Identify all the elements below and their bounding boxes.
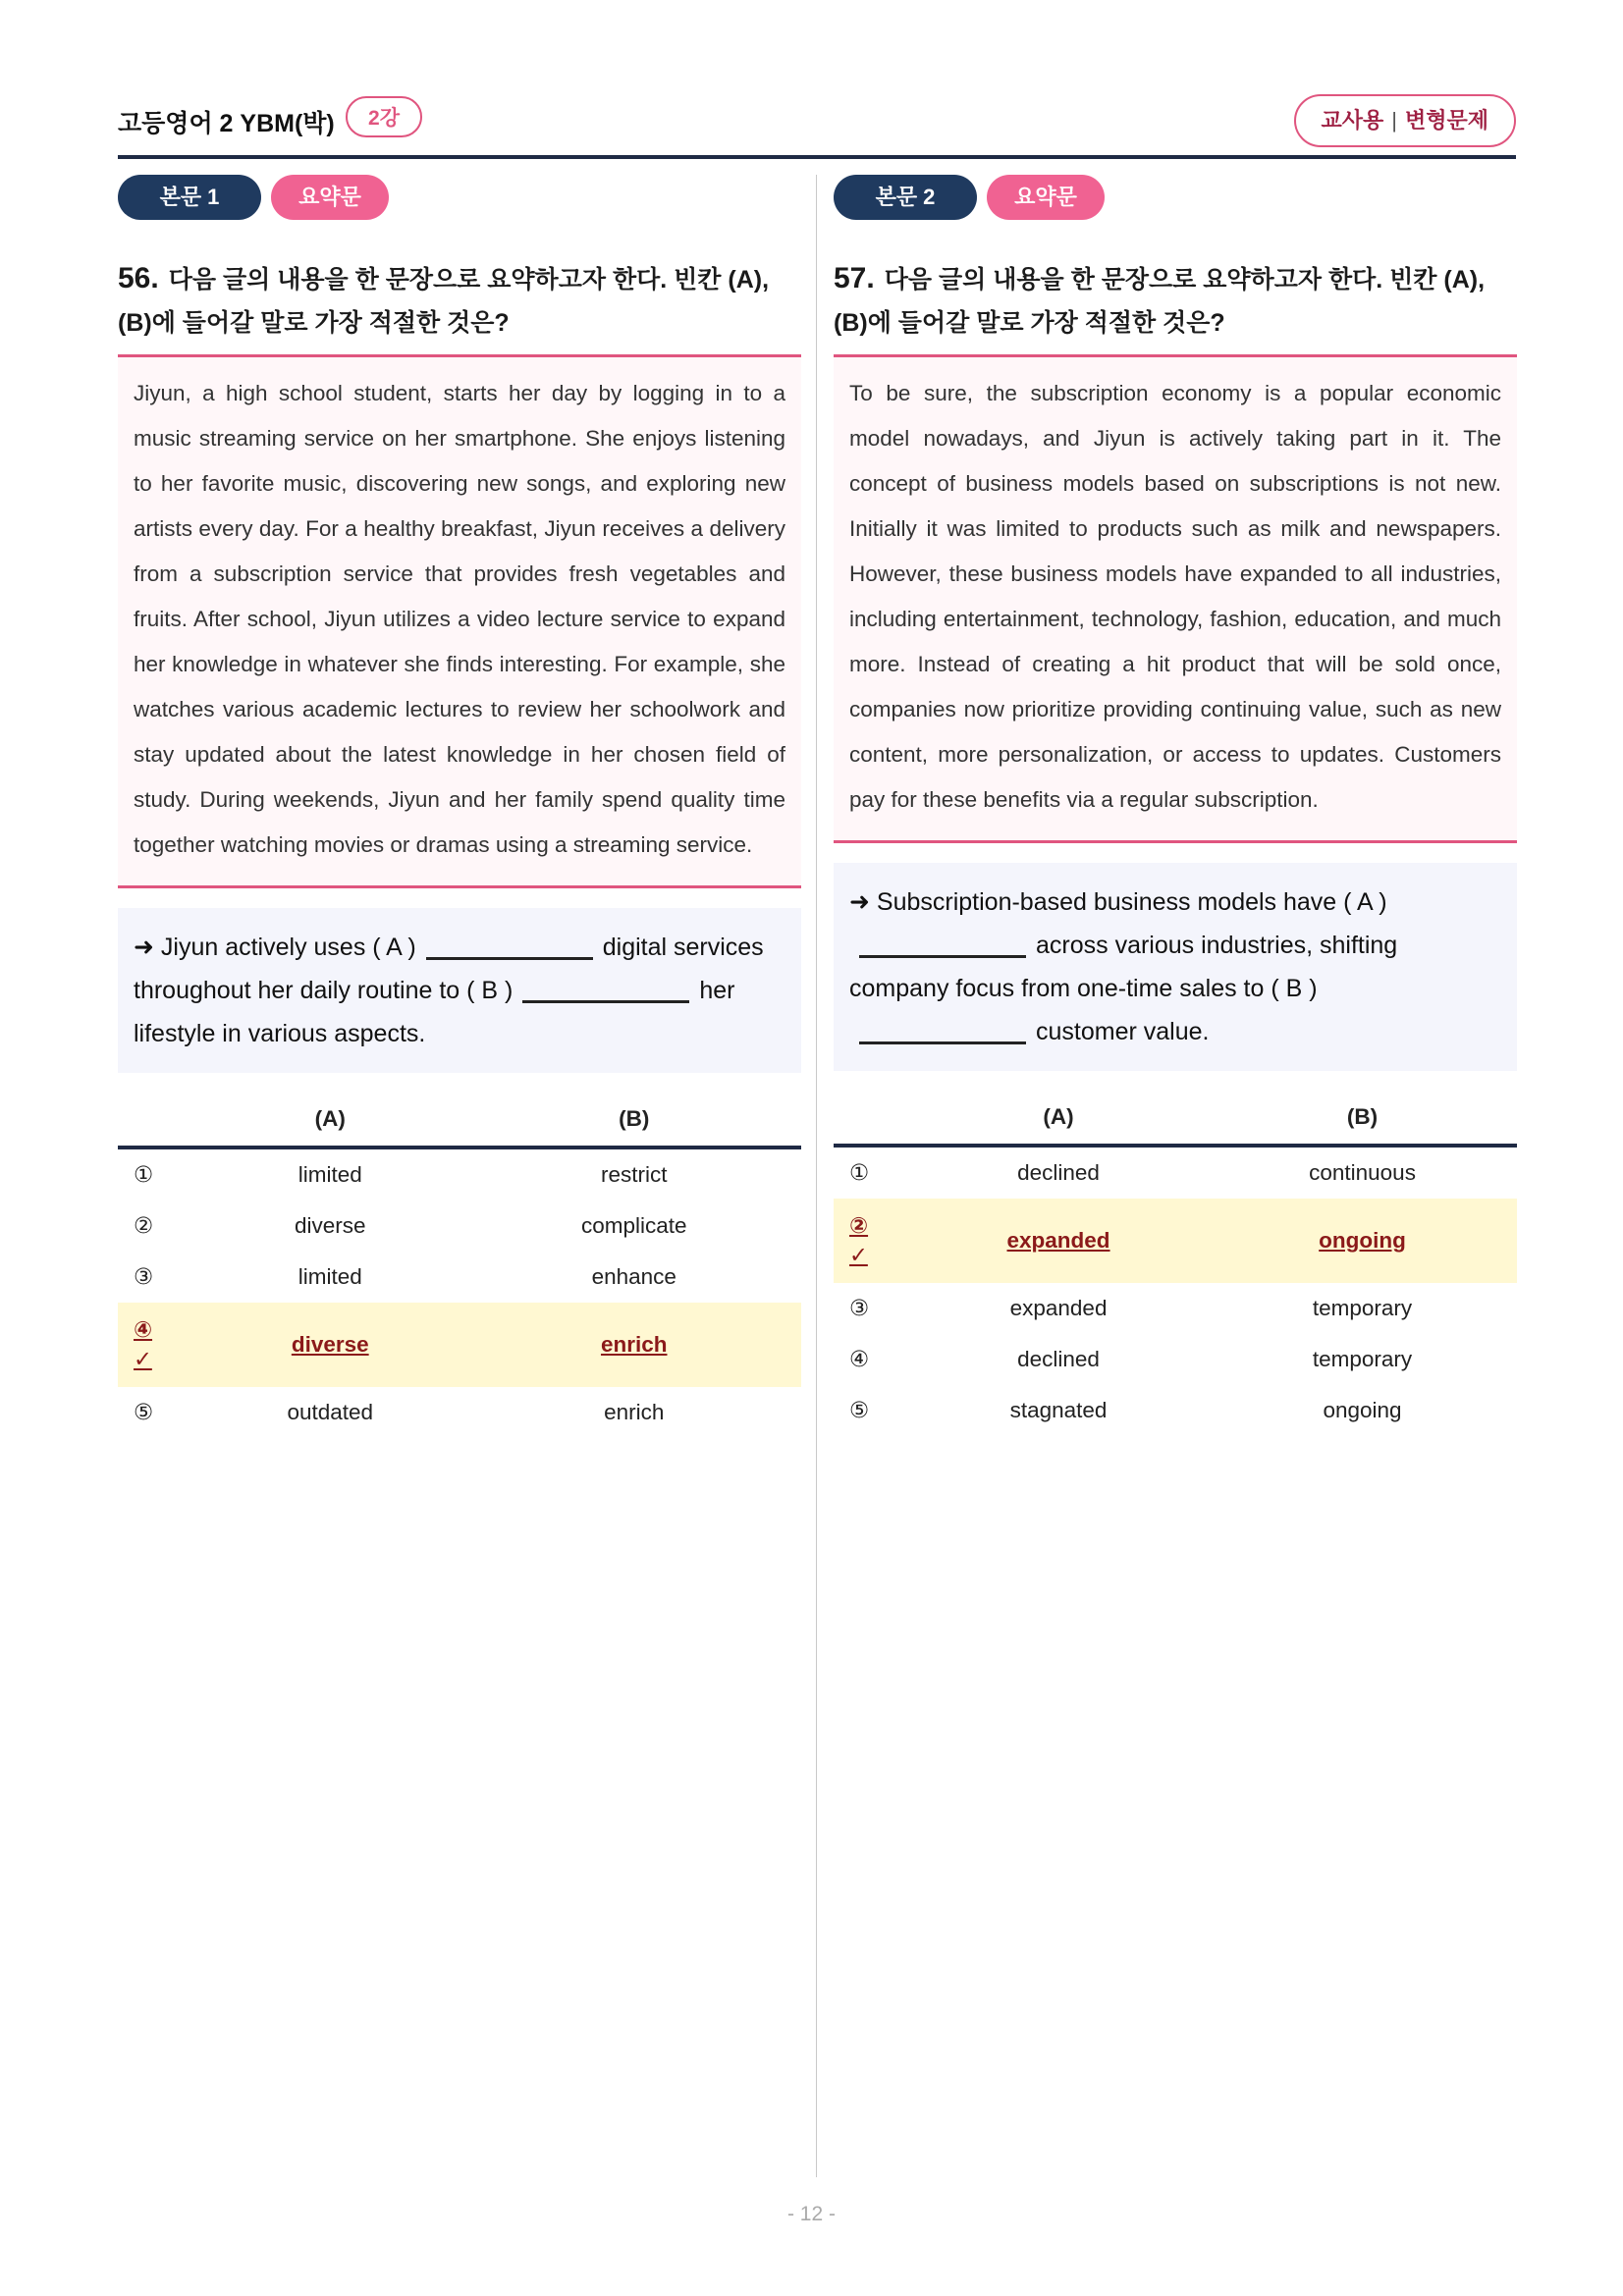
option-row-correct[interactable] bbox=[118, 1303, 801, 1387]
options-header-row bbox=[834, 1091, 1517, 1146]
section-badge: 본문 2 bbox=[834, 175, 977, 220]
question-prompt bbox=[118, 257, 801, 345]
passage: Jiyun, a high school student, starts her day by logging in to a music streaming service on her smartphone. She enjoys listening to her favorite music, discovering new songs, and exploring new artists every day. For a healthy breakfast, Jiyun receives a delivery from a subscription service that provides fresh vegetables and fruits. After school, Jiyun utilizes a video lecture service to expand her knowledge in whatever she finds interesting. For example, she watches various academic lectures to review her schoolwork and stay updated about the latest knowledge in her chosen field of study. During weekends, Jiyun and her family spend quality time together watching movies or dramas using a streaming service. bbox=[118, 357, 801, 885]
check-mark-icon: ✓ bbox=[134, 1347, 152, 1371]
blank-a bbox=[859, 935, 1026, 958]
option-row[interactable] bbox=[118, 1387, 801, 1438]
page-header bbox=[118, 94, 1516, 153]
option-b: temporary bbox=[1312, 1296, 1413, 1320]
option-a: outdated bbox=[287, 1400, 374, 1424]
option-number-label: ④ bbox=[134, 1317, 153, 1342]
summary-part-2: digital services throughout her daily routine to ( B ) bbox=[134, 934, 764, 1004]
question-labels bbox=[118, 175, 801, 220]
check-mark-icon: ✓ bbox=[849, 1243, 868, 1267]
option-a: expanded bbox=[1009, 1296, 1108, 1320]
header-num bbox=[834, 1091, 909, 1146]
header-a: (A) bbox=[909, 1091, 1208, 1146]
option-number: ① bbox=[134, 1162, 154, 1187]
passage: To be sure, the subscription economy is a popular economic model nowadays, and Jiyun is actively taking part in it. The concept of business models based on subscriptions is not new. Initially it was limited to products such as milk and newspapers. However, these business models have expanded to all industries, including entertainment, technology, fashion, education, and much more. Instead of creating a hit product that will be sold once, companies now prioritize providing continuing value, such as new content, more personalization, or access to updates. Customers pay for these benefits via a regular subscription. bbox=[834, 357, 1517, 840]
option-row[interactable] bbox=[834, 1283, 1517, 1334]
question-labels bbox=[834, 175, 1517, 220]
option-number-label: ② bbox=[849, 1213, 869, 1238]
option-a: limited bbox=[298, 1264, 362, 1289]
option-b: ongoing bbox=[1208, 1199, 1517, 1283]
option-row[interactable] bbox=[834, 1146, 1517, 1199]
answer-options-table bbox=[118, 1093, 801, 1438]
option-row[interactable] bbox=[834, 1385, 1517, 1436]
option-a: expanded bbox=[909, 1199, 1208, 1283]
question-number: 56. bbox=[118, 262, 159, 294]
mode-separator: | bbox=[1391, 108, 1397, 133]
option-a: limited bbox=[298, 1162, 362, 1187]
question-number: 57. bbox=[834, 262, 875, 294]
section-badge: 본문 1 bbox=[118, 175, 261, 220]
header-divider bbox=[118, 155, 1516, 159]
option-b: continuous bbox=[1309, 1160, 1416, 1185]
question-56 bbox=[118, 175, 801, 1438]
summary-part-3: her lifestyle in various aspects. bbox=[134, 977, 735, 1047]
passage-divider bbox=[118, 885, 801, 888]
summary-part-1: ➜ Jiyun actively uses ( A ) bbox=[134, 934, 416, 961]
option-number: ② bbox=[134, 1213, 154, 1238]
passage-divider bbox=[834, 840, 1517, 843]
option-row[interactable] bbox=[118, 1148, 801, 1201]
option-a: diverse bbox=[193, 1303, 466, 1387]
mode-teacher-label: 교사용 bbox=[1321, 108, 1384, 133]
header-a: (A) bbox=[193, 1093, 466, 1148]
option-a: diverse bbox=[294, 1213, 366, 1238]
option-b: temporary bbox=[1312, 1347, 1413, 1371]
option-b: restrict bbox=[600, 1162, 668, 1187]
question-prompt bbox=[834, 257, 1517, 345]
course-title: 고등영어 2 YBM(박) bbox=[118, 110, 335, 137]
header-num bbox=[118, 1093, 193, 1148]
option-b: complicate bbox=[580, 1213, 687, 1238]
column-divider bbox=[816, 175, 817, 2177]
option-b: ongoing bbox=[1323, 1398, 1402, 1422]
lesson-badge: 2강 bbox=[346, 96, 422, 137]
option-a: declined bbox=[1017, 1347, 1100, 1371]
header-b: (B) bbox=[1208, 1091, 1517, 1146]
option-row[interactable] bbox=[118, 1201, 801, 1252]
option-a: declined bbox=[1017, 1160, 1100, 1185]
option-row-correct[interactable] bbox=[834, 1199, 1517, 1283]
summary-part-2: across various industries, shifting company focus from one-time sales to ( B ) bbox=[849, 932, 1398, 1002]
page-number: - 12 - bbox=[786, 2203, 836, 2225]
option-row[interactable] bbox=[834, 1334, 1517, 1385]
option-row[interactable] bbox=[118, 1252, 801, 1303]
option-b: enhance bbox=[591, 1264, 676, 1289]
option-b: enrich bbox=[466, 1303, 801, 1387]
question-text: 다음 글의 내용을 한 문장으로 요약하고자 한다. 빈칸 (A), (B)에 들어갈 말로 가장 적절한 것은? bbox=[118, 266, 770, 337]
summary-part-1: ➜ Subscription-based business models have ( A ) bbox=[849, 888, 1387, 916]
option-number bbox=[834, 1199, 909, 1283]
options-header-row bbox=[118, 1093, 801, 1148]
option-number: ① bbox=[849, 1160, 870, 1185]
question-text: 다음 글의 내용을 한 문장으로 요약하고자 한다. 빈칸 (A), (B)에 들어갈 말로 가장 적절한 것은? bbox=[834, 266, 1486, 337]
summary-sentence bbox=[118, 908, 801, 1073]
option-number bbox=[118, 1303, 193, 1387]
option-number: ④ bbox=[849, 1347, 870, 1371]
answer-options-table bbox=[834, 1091, 1517, 1436]
blank-a bbox=[426, 937, 593, 960]
type-badge: 요약문 bbox=[987, 175, 1105, 220]
option-number: ⑤ bbox=[849, 1398, 870, 1422]
summary-part-3: customer value. bbox=[1036, 1018, 1210, 1045]
mode-variant-label: 변형문제 bbox=[1404, 108, 1488, 133]
blank-b bbox=[859, 1022, 1026, 1044]
blank-b bbox=[522, 981, 689, 1003]
header-b: (B) bbox=[466, 1093, 801, 1148]
option-number: ③ bbox=[134, 1264, 154, 1289]
type-badge: 요약문 bbox=[271, 175, 389, 220]
option-number: ③ bbox=[849, 1296, 870, 1320]
question-57 bbox=[834, 175, 1517, 1436]
option-number: ⑤ bbox=[134, 1400, 154, 1424]
option-a: stagnated bbox=[1009, 1398, 1108, 1422]
option-b: enrich bbox=[604, 1400, 665, 1424]
mode-badge bbox=[1294, 94, 1517, 147]
summary-sentence bbox=[834, 863, 1517, 1071]
